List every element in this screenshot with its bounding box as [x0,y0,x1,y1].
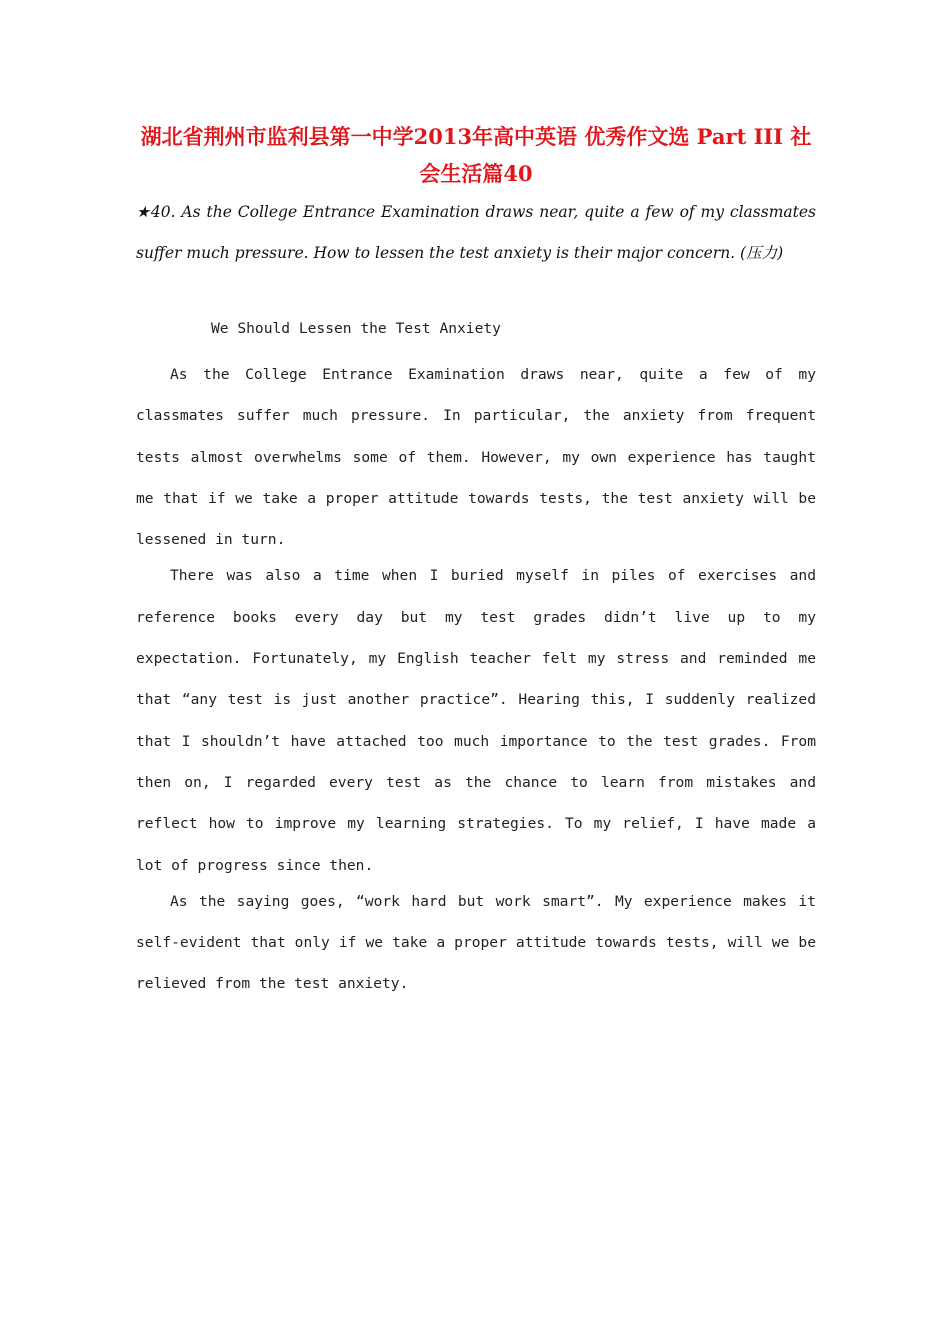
essay-paragraph-3: As the saying goes, “work hard but work smart”. My experience makes it self-evident that only if we take a proper attitude towards tests, will we be relieved from the test anxiety. [136,892,816,993]
essay-title: We Should Lessen the Test Anxiety [211,320,501,337]
essay-paragraph-2: There was also a time when I buried myself in piles of exercises and reference books every day but my test grades didn’t live up to my expectation. Fortunately, my English teacher felt my stress and reminded me that “any test is just another practice”. Hearing this, I suddenly realized that I shouldn’t have attached too much importance to the test grades. From then on, I regarded every test as the chance to learn from mistakes and reflect how to improve my learning strategies. To my relief, I have made a lot of progress since then. [136,567,816,874]
essay-body [136,318,816,1005]
essay-paragraph-1: As the College Entrance Examination draws near, quite a few of my classmates suffer much pressure. In particular, the anxiety from frequent tests almost overwhelms some of them. However, my own experience has taught me that if we take a proper attitude towards tests, the test anxiety will be lessened in turn. [136,366,816,549]
essay-prompt: ★40. As the College Entrance Examination draws near, quite a few of my classmates suffer much pressure. How to lessen the test anxiety is their major concern. (压力) [136,203,816,262]
document-title: 湖北省荆州市监利县第一中学2013年高中英语 优秀作文选 Part III 社会生活篇40 [140,124,812,186]
